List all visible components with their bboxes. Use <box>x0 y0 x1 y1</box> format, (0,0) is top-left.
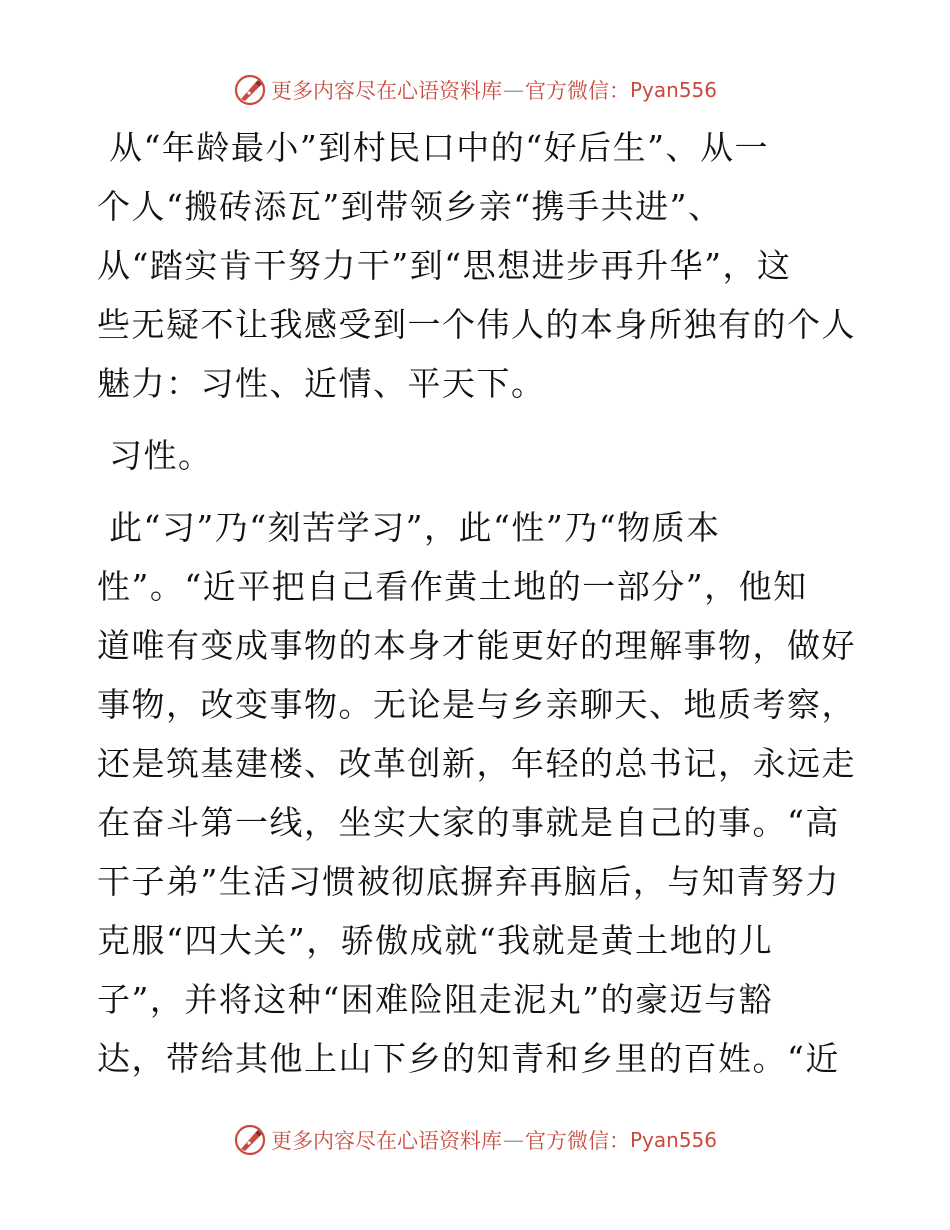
pen-nib-logo-icon <box>233 73 267 107</box>
banner-separator: — <box>502 1128 524 1152</box>
banner-wechat-id: Pyan556 <box>629 1128 717 1152</box>
text-line: 事物，改变事物。无论是与乡亲聊天、地质考察， <box>97 685 856 724</box>
banner-text <box>271 75 717 105</box>
text-line: 从“年龄最小”到村民口中的“好后生”、从一 <box>109 128 769 167</box>
text-line: 习性。 <box>109 436 213 475</box>
text-line: 个人“搬砖添瓦”到带领乡亲“携手共进”、 <box>97 187 723 226</box>
footer-banner <box>0 1120 950 1160</box>
banner-text <box>271 1125 717 1155</box>
document-body <box>97 118 857 1088</box>
banner-title: 更多内容尽在心语资料库 <box>270 79 502 103</box>
banner-wechat-label: 官方微信： <box>524 1129 630 1153</box>
text-line: 从“踏实肯干努力干”到“思想进步再升华”，这 <box>97 246 792 285</box>
pen-nib-logo-icon <box>233 1123 267 1157</box>
text-line: 还是筑基建楼、改革创新，年轻的总书记，永远走 <box>97 744 856 783</box>
text-line: 此“习”乃“刻苦学习”，此“性”乃“物质本 <box>109 508 721 547</box>
banner-title: 更多内容尽在心语资料库 <box>270 1129 502 1153</box>
text-line: 魅力：习性、近情、平天下。 <box>97 364 546 403</box>
text-line: 克服“四大关”，骄傲成就“我就是黄土地的儿 <box>97 921 774 960</box>
text-line: 干子弟”生活习惯被彻底摒弃再脑后，与知青努力 <box>97 862 840 901</box>
text-line: 些无疑不让我感受到一个伟人的本身所独有的个人 <box>97 305 856 344</box>
text-line: 在奋斗第一线，坐实大家的事就是自己的事。“高 <box>97 803 840 842</box>
text-line: 子”，并将这种“困难险阻走泥丸”的豪迈与豁 <box>97 980 774 1019</box>
banner-separator: — <box>502 78 524 102</box>
banner-wechat-id: Pyan556 <box>629 78 717 102</box>
text-line: 道唯有变成事物的本身才能更好的理解事物，做好 <box>97 626 856 665</box>
text-line: 达，带给其他上山下乡的知青和乡里的百姓。“近 <box>97 1039 840 1078</box>
paragraph-1 <box>97 118 857 413</box>
banner-wechat-label: 官方微信： <box>524 79 630 103</box>
header-banner <box>0 70 950 110</box>
paragraph-3 <box>97 498 857 1088</box>
paragraph-2 <box>97 426 857 485</box>
text-line: 性”。“近平把自己看作黄土地的一部分”，他知 <box>97 567 808 606</box>
